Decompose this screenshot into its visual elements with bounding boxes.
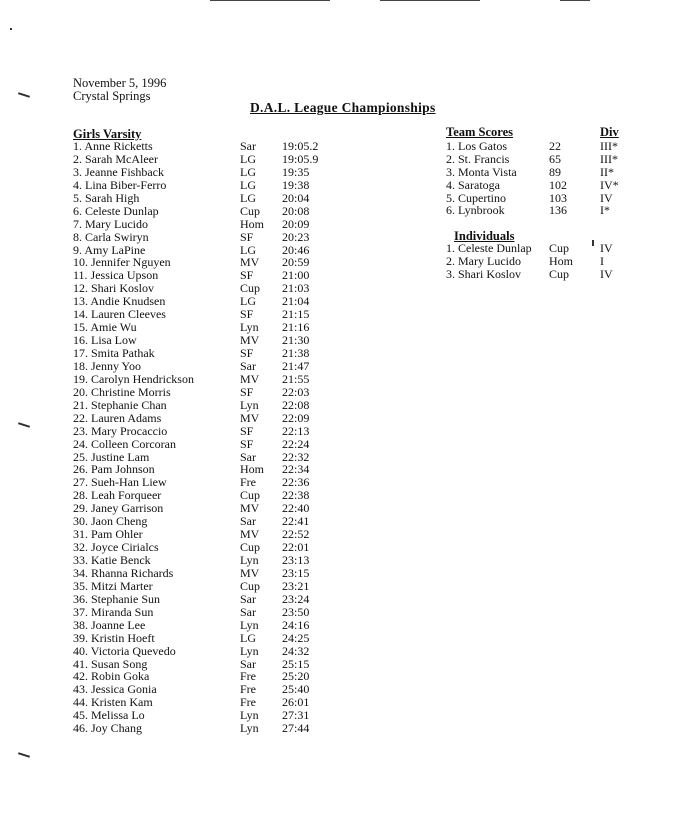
runner-name: 8. Carla Swiryn [73, 229, 149, 244]
team-name: 1. Los Gatos [446, 139, 507, 153]
runner-school: LG [240, 242, 256, 257]
individual-row [446, 268, 646, 281]
runner-name: 30. Jaon Cheng [73, 514, 148, 529]
runner-name: 34. Rhanna Richards [73, 565, 174, 580]
team-division: II* [600, 164, 614, 179]
runner-name: 2. Sarah McAleer [73, 151, 158, 166]
runner-school: LG [240, 294, 256, 309]
runner-school: Fre [240, 682, 256, 697]
runner-name: 38. Joanne Lee [73, 617, 146, 632]
runner-school: Sar [240, 358, 256, 373]
runner-school: Lyn [240, 617, 259, 632]
runner-school: SF [240, 268, 254, 283]
runner-name: 27. Sueh-Han Liew [73, 475, 167, 490]
runner-time: 22:40 [282, 501, 310, 516]
result-row [73, 386, 373, 399]
team-division: IV* [600, 177, 619, 192]
runner-time: 21:16 [282, 320, 310, 335]
runner-school: Lyn [240, 643, 259, 658]
result-row [73, 205, 373, 218]
team-name: 5. Cupertino [446, 190, 506, 205]
runner-name: 41. Susan Song [73, 656, 148, 671]
result-row [73, 632, 373, 645]
runner-school: SF [240, 229, 254, 244]
runner-time: 20:04 [282, 190, 310, 205]
runner-name: 6. Celeste Dunlap [73, 203, 159, 218]
runner-name: 28. Leah Forqueer [73, 488, 162, 503]
runner-name: 33. Katie Benck [73, 553, 151, 567]
runner-time: 22:38 [282, 488, 310, 503]
scan-artifact-mark [18, 92, 30, 98]
team-row [446, 140, 646, 153]
individual-name: 2. Mary Lucido [446, 253, 521, 268]
runner-time: 21:15 [282, 307, 310, 322]
runner-name: 40. Victoria Quevedo [73, 643, 176, 658]
runner-time: 26:01 [282, 695, 310, 710]
team-score: 102 [549, 177, 567, 192]
runner-school: SF [240, 436, 254, 451]
runner-time: 23:15 [282, 565, 310, 580]
team-scores-heading: Team Scores [446, 125, 514, 139]
runner-name: 46. Joy Chang [73, 721, 142, 736]
runner-time: 25:20 [282, 669, 310, 684]
result-row [73, 722, 373, 735]
runner-name: 7. Mary Lucido [73, 216, 148, 231]
result-row [73, 425, 373, 438]
runner-name: 12. Shari Koslov [73, 281, 154, 296]
team-name: 4. Saratoga [446, 177, 500, 192]
runner-name: 1. Anne Ricketts [73, 139, 153, 153]
runner-time: 23:50 [282, 604, 310, 619]
runner-name: 14. Lauren Cleeves [73, 307, 166, 322]
runner-name: 3. Jeanne Fishback [73, 164, 164, 179]
runner-name: 10. Jennifer Nguyen [73, 255, 171, 270]
girls-varsity-results [73, 140, 373, 735]
runner-name: 36. Stephanie Sun [73, 591, 160, 606]
runner-school: Sar [240, 604, 256, 619]
runner-school: Sar [240, 139, 256, 153]
runner-time: 21:47 [282, 358, 310, 373]
runner-time: 21:00 [282, 268, 310, 283]
team-score: 22 [549, 139, 561, 153]
runner-time: 22:08 [282, 397, 310, 412]
runner-school: MV [240, 527, 260, 542]
runner-name: 43. Jessica Gonia [73, 682, 157, 697]
individuals-table [446, 242, 646, 281]
individual-school: Hom [549, 253, 573, 268]
runner-school: Sar [240, 449, 256, 464]
runner-time: 25:15 [282, 656, 310, 671]
runner-time: 22:13 [282, 423, 310, 438]
runner-name: 19. Carolyn Hendrickson [73, 371, 194, 386]
result-row [73, 645, 373, 658]
runner-time: 22:01 [282, 540, 310, 555]
runner-time: 21:30 [282, 333, 310, 348]
runner-name: 9. Amy LaPine [73, 242, 146, 257]
individual-school: Cup [549, 266, 570, 281]
runner-name: 26. Pam Johnson [73, 462, 155, 477]
result-row [73, 399, 373, 412]
team-row [446, 204, 646, 217]
runner-school: MV [240, 333, 260, 348]
runner-school: MV [240, 255, 260, 270]
runner-name: 11. Jessica Upson [73, 268, 159, 283]
division-heading: Div [600, 125, 619, 139]
runner-school: Cup [240, 281, 261, 296]
runner-time: 20:46 [282, 242, 310, 257]
runner-time: 21:03 [282, 281, 310, 296]
runner-school: SF [240, 346, 254, 360]
runner-school: SF [240, 307, 254, 322]
runner-school: Lyn [240, 320, 259, 335]
runner-name: 23. Mary Procaccio [73, 423, 168, 438]
runner-school: Cup [240, 578, 261, 593]
result-row [73, 360, 373, 373]
individual-division: IV [600, 266, 613, 281]
runner-time: 21:55 [282, 371, 310, 386]
scan-artifact-line [210, 0, 330, 1]
runner-time: 22:09 [282, 410, 310, 425]
runner-name: 24. Colleen Corcoran [73, 436, 176, 451]
document-title: D.A.L. League Championships [250, 100, 436, 115]
runner-time: 23:21 [282, 578, 310, 593]
runner-name: 42. Robin Goka [73, 669, 150, 684]
individuals-heading: Individuals [454, 229, 515, 243]
runner-name: 35. Mitzi Marter [73, 578, 153, 593]
runner-time: 24:25 [282, 630, 310, 645]
runner-school: MV [240, 410, 260, 425]
result-row [73, 140, 373, 153]
runner-name: 17. Smita Pathak [73, 346, 155, 360]
result-row [73, 153, 373, 166]
runner-school: MV [240, 371, 260, 386]
runner-name: 21. Stephanie Chan [73, 397, 167, 412]
runner-time: 25:40 [282, 682, 310, 697]
result-row [73, 554, 373, 567]
runner-name: 29. Janey Garrison [73, 501, 164, 516]
runner-time: 22:52 [282, 527, 310, 542]
runner-time: 20:09 [282, 216, 310, 231]
runner-time: 22:03 [282, 384, 310, 399]
result-row [73, 166, 373, 179]
runner-time: 19:05.2 [282, 139, 319, 153]
team-division: III* [600, 139, 618, 153]
runner-school: Fre [240, 475, 256, 490]
runner-school: MV [240, 565, 260, 580]
individual-row [446, 242, 646, 255]
runner-time: 19:35 [282, 164, 310, 179]
runner-school: SF [240, 423, 254, 438]
runner-school: LG [240, 151, 256, 166]
runner-name: 15. Amie Wu [73, 320, 137, 335]
runner-time: 19:38 [282, 177, 310, 192]
team-score: 136 [549, 203, 567, 218]
result-row [73, 179, 373, 192]
runner-name: 45. Melissa Lo [73, 708, 145, 723]
team-name: 2. St. Francis [446, 151, 510, 166]
runner-time: 21:04 [282, 294, 310, 309]
runner-school: Lyn [240, 708, 259, 723]
team-score: 103 [549, 190, 567, 205]
runner-name: 18. Jenny Yoo [73, 358, 142, 373]
runner-school: LG [240, 630, 256, 645]
runner-time: 20:08 [282, 203, 310, 218]
individual-division: I [600, 253, 604, 268]
runner-school: Cup [240, 203, 261, 218]
runner-school: Lyn [240, 397, 259, 412]
individual-name: 3. Shari Koslov [446, 266, 521, 281]
runner-name: 32. Joyce Cirialcs [73, 540, 159, 555]
girls-varsity-heading: Girls Varsity [73, 127, 142, 141]
result-row [73, 593, 373, 606]
result-row [73, 567, 373, 580]
runner-name: 37. Miranda Sun [73, 604, 154, 619]
runner-time: 22:34 [282, 462, 310, 477]
meet-date: November 5, 1996 [73, 76, 167, 90]
scan-artifact-dot [10, 28, 12, 30]
runner-school: Fre [240, 669, 256, 684]
result-row [73, 580, 373, 593]
runner-school: LG [240, 177, 256, 192]
runner-time: 22:24 [282, 436, 310, 451]
runner-school: SF [240, 384, 254, 399]
runner-school: MV [240, 501, 260, 516]
runner-school: Fre [240, 695, 256, 710]
team-name: 3. Monta Vista [446, 164, 517, 179]
team-row [446, 153, 646, 166]
result-row [73, 412, 373, 425]
runner-name: 13. Andie Knudsen [73, 294, 166, 309]
runner-school: Sar [240, 514, 256, 529]
result-row [73, 231, 373, 244]
scan-artifact-line [560, 0, 590, 1]
scan-artifact-mark [18, 752, 30, 758]
individual-division: IV [600, 241, 613, 255]
runner-time: 23:24 [282, 591, 310, 606]
result-row [73, 192, 373, 205]
individual-name: 1. Celeste Dunlap [446, 241, 532, 255]
runner-time: 27:31 [282, 708, 310, 723]
runner-name: 5. Sarah High [73, 190, 140, 205]
runner-time: 22:41 [282, 514, 310, 529]
runner-name: 31. Pam Ohler [73, 527, 143, 542]
runner-school: Lyn [240, 721, 259, 736]
meet-location: Crystal Springs [73, 89, 151, 103]
runner-name: 22. Lauren Adams [73, 410, 162, 425]
team-row [446, 166, 646, 179]
result-row [73, 347, 373, 360]
runner-school: Lyn [240, 553, 259, 567]
runner-school: Hom [240, 462, 264, 477]
team-division: I* [600, 203, 610, 218]
runner-school: Sar [240, 656, 256, 671]
runner-school: Cup [240, 488, 261, 503]
individual-row [446, 255, 646, 268]
scan-artifact-line [380, 0, 480, 1]
runner-school: Sar [240, 591, 256, 606]
runner-time: 22:32 [282, 449, 310, 464]
team-row [446, 179, 646, 192]
runner-name: 4. Lina Biber-Ferro [73, 177, 167, 192]
runner-time: 20:23 [282, 229, 310, 244]
result-row [73, 218, 373, 231]
result-row [73, 438, 373, 451]
runner-name: 44. Kristen Kam [73, 695, 153, 710]
runner-time: 20:59 [282, 255, 310, 270]
runner-school: Cup [240, 540, 261, 555]
team-score: 65 [549, 151, 561, 166]
team-division: III* [600, 151, 618, 166]
runner-school: LG [240, 190, 256, 205]
team-division: IV [600, 190, 613, 205]
runner-time: 27:44 [282, 721, 310, 736]
runner-time: 19:05.9 [282, 151, 319, 166]
result-row [73, 606, 373, 619]
runner-time: 24:32 [282, 643, 310, 658]
result-row [73, 373, 373, 386]
runner-school: Hom [240, 216, 264, 231]
runner-time: 23:13 [282, 553, 310, 567]
runner-time: 21:38 [282, 346, 310, 360]
runner-time: 24:16 [282, 617, 310, 632]
runner-school: LG [240, 164, 256, 179]
team-name: 6. Lynbrook [446, 203, 505, 218]
runner-name: 39. Kristin Hoeft [73, 630, 155, 645]
result-row [73, 619, 373, 632]
team-scores-table [446, 140, 646, 217]
runner-name: 25. Justine Lam [73, 449, 150, 464]
runner-time: 22:36 [282, 475, 310, 490]
runner-name: 16. Lisa Low [73, 333, 137, 348]
individual-school: Cup [549, 241, 570, 255]
runner-name: 20. Christine Morris [73, 384, 171, 399]
scan-artifact-mark [18, 422, 30, 428]
team-score: 89 [549, 164, 561, 179]
